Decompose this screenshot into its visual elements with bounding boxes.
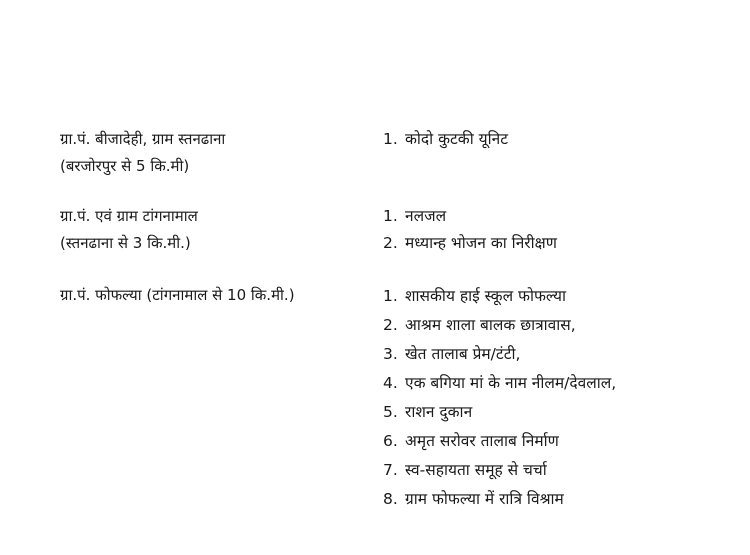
location-block	[60, 282, 370, 309]
activity-list	[383, 282, 733, 514]
item-text: नलजल	[405, 207, 447, 225]
list-item	[383, 427, 733, 456]
item-text: एक बगिया मां के नाम नीलम/देवलाल,	[405, 374, 617, 392]
item-text: ग्राम फोफल्या में रात्रि विश्राम	[405, 490, 564, 508]
list-item	[383, 311, 733, 340]
location-name: ग्रा.पं. बीजादेही, ग्राम स्तनढाना	[60, 130, 226, 148]
item-number: 1.	[383, 287, 398, 305]
item-number: 8.	[383, 490, 398, 508]
item-number: 1.	[383, 130, 398, 148]
item-number: 5.	[383, 403, 398, 421]
list-item	[383, 369, 733, 398]
item-text: शासकीय हाई स्कूल फोफल्या	[405, 287, 567, 305]
item-text: मध्यान्ह भोजन का निरीक्षण	[405, 234, 557, 252]
list-item	[383, 126, 733, 153]
list-item	[383, 203, 733, 230]
activity-list	[383, 203, 733, 257]
location-distance: (बरजोरपुर से 5 कि.मी)	[60, 157, 190, 175]
activity-list	[383, 126, 733, 153]
item-text: कोदो कुटकी यूनिट	[405, 130, 509, 148]
location-distance: (स्तनढाना से 3 कि.मी.)	[60, 234, 191, 252]
item-text: स्व-सहायता समूह से चर्चा	[405, 461, 547, 479]
list-item	[383, 398, 733, 427]
location-name: ग्रा.पं. एवं ग्राम टांगनामाल	[60, 207, 198, 225]
location-name: ग्रा.पं. फोफल्या (टांगनामाल से 10 कि.मी.)	[60, 286, 295, 304]
item-number: 1.	[383, 207, 398, 225]
location-block	[60, 203, 370, 257]
list-item	[383, 340, 733, 369]
item-number: 3.	[383, 345, 398, 363]
item-number: 2.	[383, 316, 398, 334]
item-text: खेत तालाब प्रेम/टंटी,	[405, 345, 521, 363]
list-item	[383, 456, 733, 485]
item-number: 6.	[383, 432, 398, 450]
item-number: 4.	[383, 374, 398, 392]
list-item	[383, 485, 733, 514]
item-text: अमृत सरोवर तालाब निर्माण	[405, 432, 559, 450]
item-number: 7.	[383, 461, 398, 479]
list-item	[383, 282, 733, 311]
item-text: राशन दुकान	[405, 403, 473, 421]
item-number: 2.	[383, 234, 398, 252]
location-block	[60, 126, 370, 180]
item-text: आश्रम शाला बालक छात्रावास,	[405, 316, 576, 334]
list-item	[383, 230, 733, 257]
